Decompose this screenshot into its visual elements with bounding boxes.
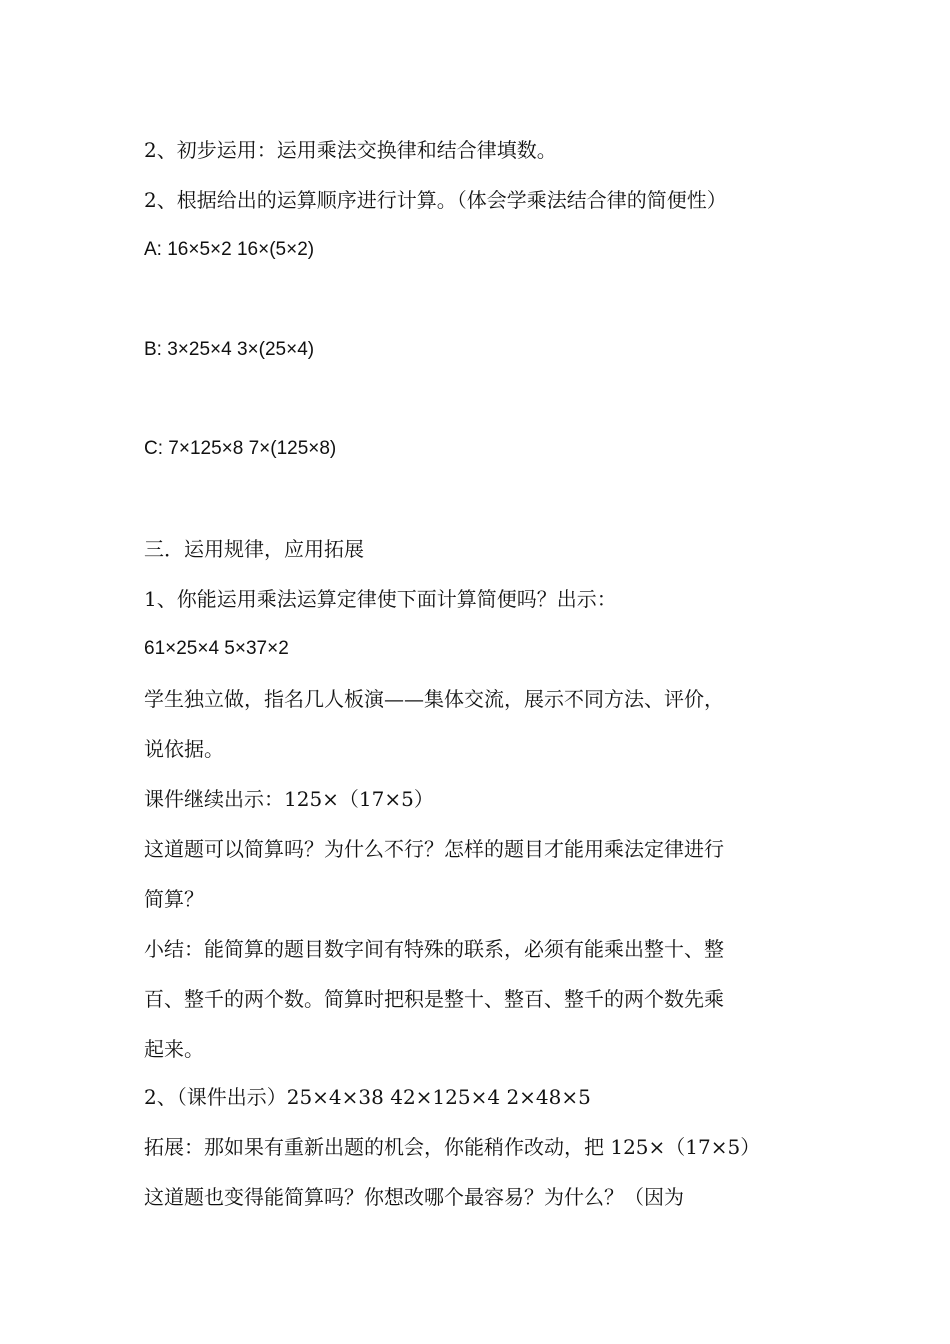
- text-line-13: 简算？: [144, 887, 204, 911]
- exercise-b: B: 3×25×4 3×(25×4): [144, 339, 315, 360]
- exercise-c: C: 7×125×8 7×(125×8): [144, 438, 337, 459]
- section-heading: 三．运用规律，应用拓展: [144, 537, 364, 561]
- text-line-12: 这道题可以简算吗？为什么不行？怎样的题目才能用乘法定律进行: [144, 837, 724, 861]
- text-line-7: 1、你能运用乘法运算定律使下面计算简便吗？出示：: [144, 587, 617, 611]
- text-line-9: 学生独立做，指名几人板演——集体交流，展示不同方法、评价，: [144, 687, 724, 711]
- exercise-a: A: 16×5×2 16×(5×2): [144, 239, 315, 260]
- text-line-11: 课件继续出示：125×（17×5）: [144, 787, 434, 811]
- exercise-expressions: 61×25×4 5×37×2: [144, 638, 289, 659]
- summary-line-2: 百、整千的两个数。简算时把积是整十、整百、整千的两个数先乘: [144, 987, 724, 1011]
- text-line-10: 说依据。: [144, 737, 224, 761]
- text-line-2: 2、根据给出的运算顺序进行计算。（体会学乘法结合律的简便性）: [144, 188, 727, 212]
- summary-line-3: 起来。: [144, 1037, 204, 1061]
- text-line-1: 2、初步运用：运用乘法交换律和结合律填数。: [144, 138, 557, 162]
- extension-line-1: 拓展：那如果有重新出题的机会，你能稍作改动，把 125×（17×5）: [144, 1135, 761, 1159]
- text-line-17: 2、（课件出示）25×4×38 42×125×4 2×48×5: [144, 1085, 591, 1109]
- summary-line-1: 小结：能简算的题目数字间有特殊的联系，必须有能乘出整十、整: [144, 937, 724, 961]
- extension-line-2: 这道题也变得能简算吗？你想改哪个最容易？为什么？（因为: [144, 1185, 684, 1209]
